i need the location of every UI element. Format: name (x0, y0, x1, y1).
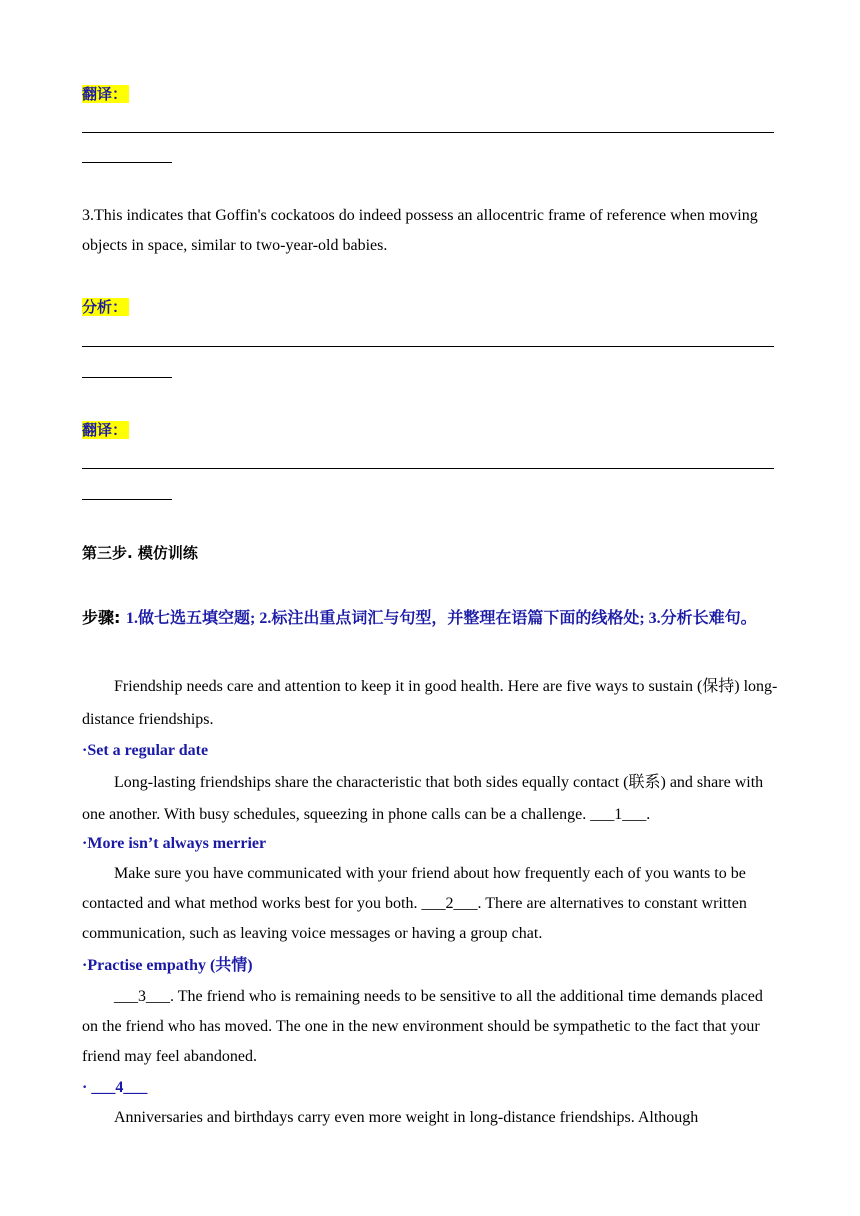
translation-label (82, 419, 129, 441)
passage-paragraph-3: ___3___. The friend who is remaining needs to be sensitive to all the additional time demands placed on the friend who has moved. The one in the new environment should be sympathetic to the fact that your friend may feel abandoned. (82, 988, 763, 1065)
passage-paragraph-4: Anniversaries and birthdays carry even more weight in long-distance friendships. Although (114, 1109, 699, 1126)
steps-instruction (82, 601, 778, 635)
answer-line-end (82, 499, 172, 500)
passage-paragraph-2: Make sure you have communicated with your friend about how frequently each of you wants to be contacted and what method works best for you both. ___2___. There are alternatives to constant written communication, such as leaving voice messages or having a group chat. (82, 865, 747, 942)
answer-line (82, 132, 774, 133)
answer-line-end (82, 377, 172, 378)
analysis-label-text: 分析： (82, 298, 128, 316)
answer-line-end (82, 162, 172, 163)
steps-text: 1.做七选五填空题; 2.标注出重点词汇与句型，并整理在语篇下面的线格处; 3.分析长难句。 (125, 610, 757, 627)
passage-subheading-1: ·Set a regular date (82, 742, 209, 759)
analysis-label (82, 296, 129, 318)
translation-label-text: 翻译： (82, 421, 128, 439)
translation-label-text: 翻译： (82, 85, 128, 103)
section-heading: 第三步. 模仿训练 (82, 544, 198, 562)
passage-subheading-4: · ___4___ (82, 1079, 148, 1096)
passage-paragraph-1: Long-lasting friendships share the characteristic that both sides equally contact (联系) and share with one another. With busy schedules, squeezing in phone calls can be a challenge. ___1___. (82, 774, 764, 823)
answer-line (82, 346, 774, 347)
sentence-3: 3.This indicates that Goffin's cockatoos do indeed possess an allocentric frame of reference when moving objects in space, similar to two-year-old babies. (82, 207, 758, 254)
passage-subheading-2: ·More isn’t always merrier (82, 835, 267, 852)
steps-lead: 步骤: (82, 608, 126, 627)
passage-intro: Friendship needs care and attention to keep it in good health. Here are five ways to sustain (保持) long-distance friendships. (82, 678, 778, 728)
answer-line (82, 468, 774, 469)
passage-subheading-3: ·Practise empathy (共情) (82, 957, 253, 974)
translation-label (82, 83, 129, 105)
